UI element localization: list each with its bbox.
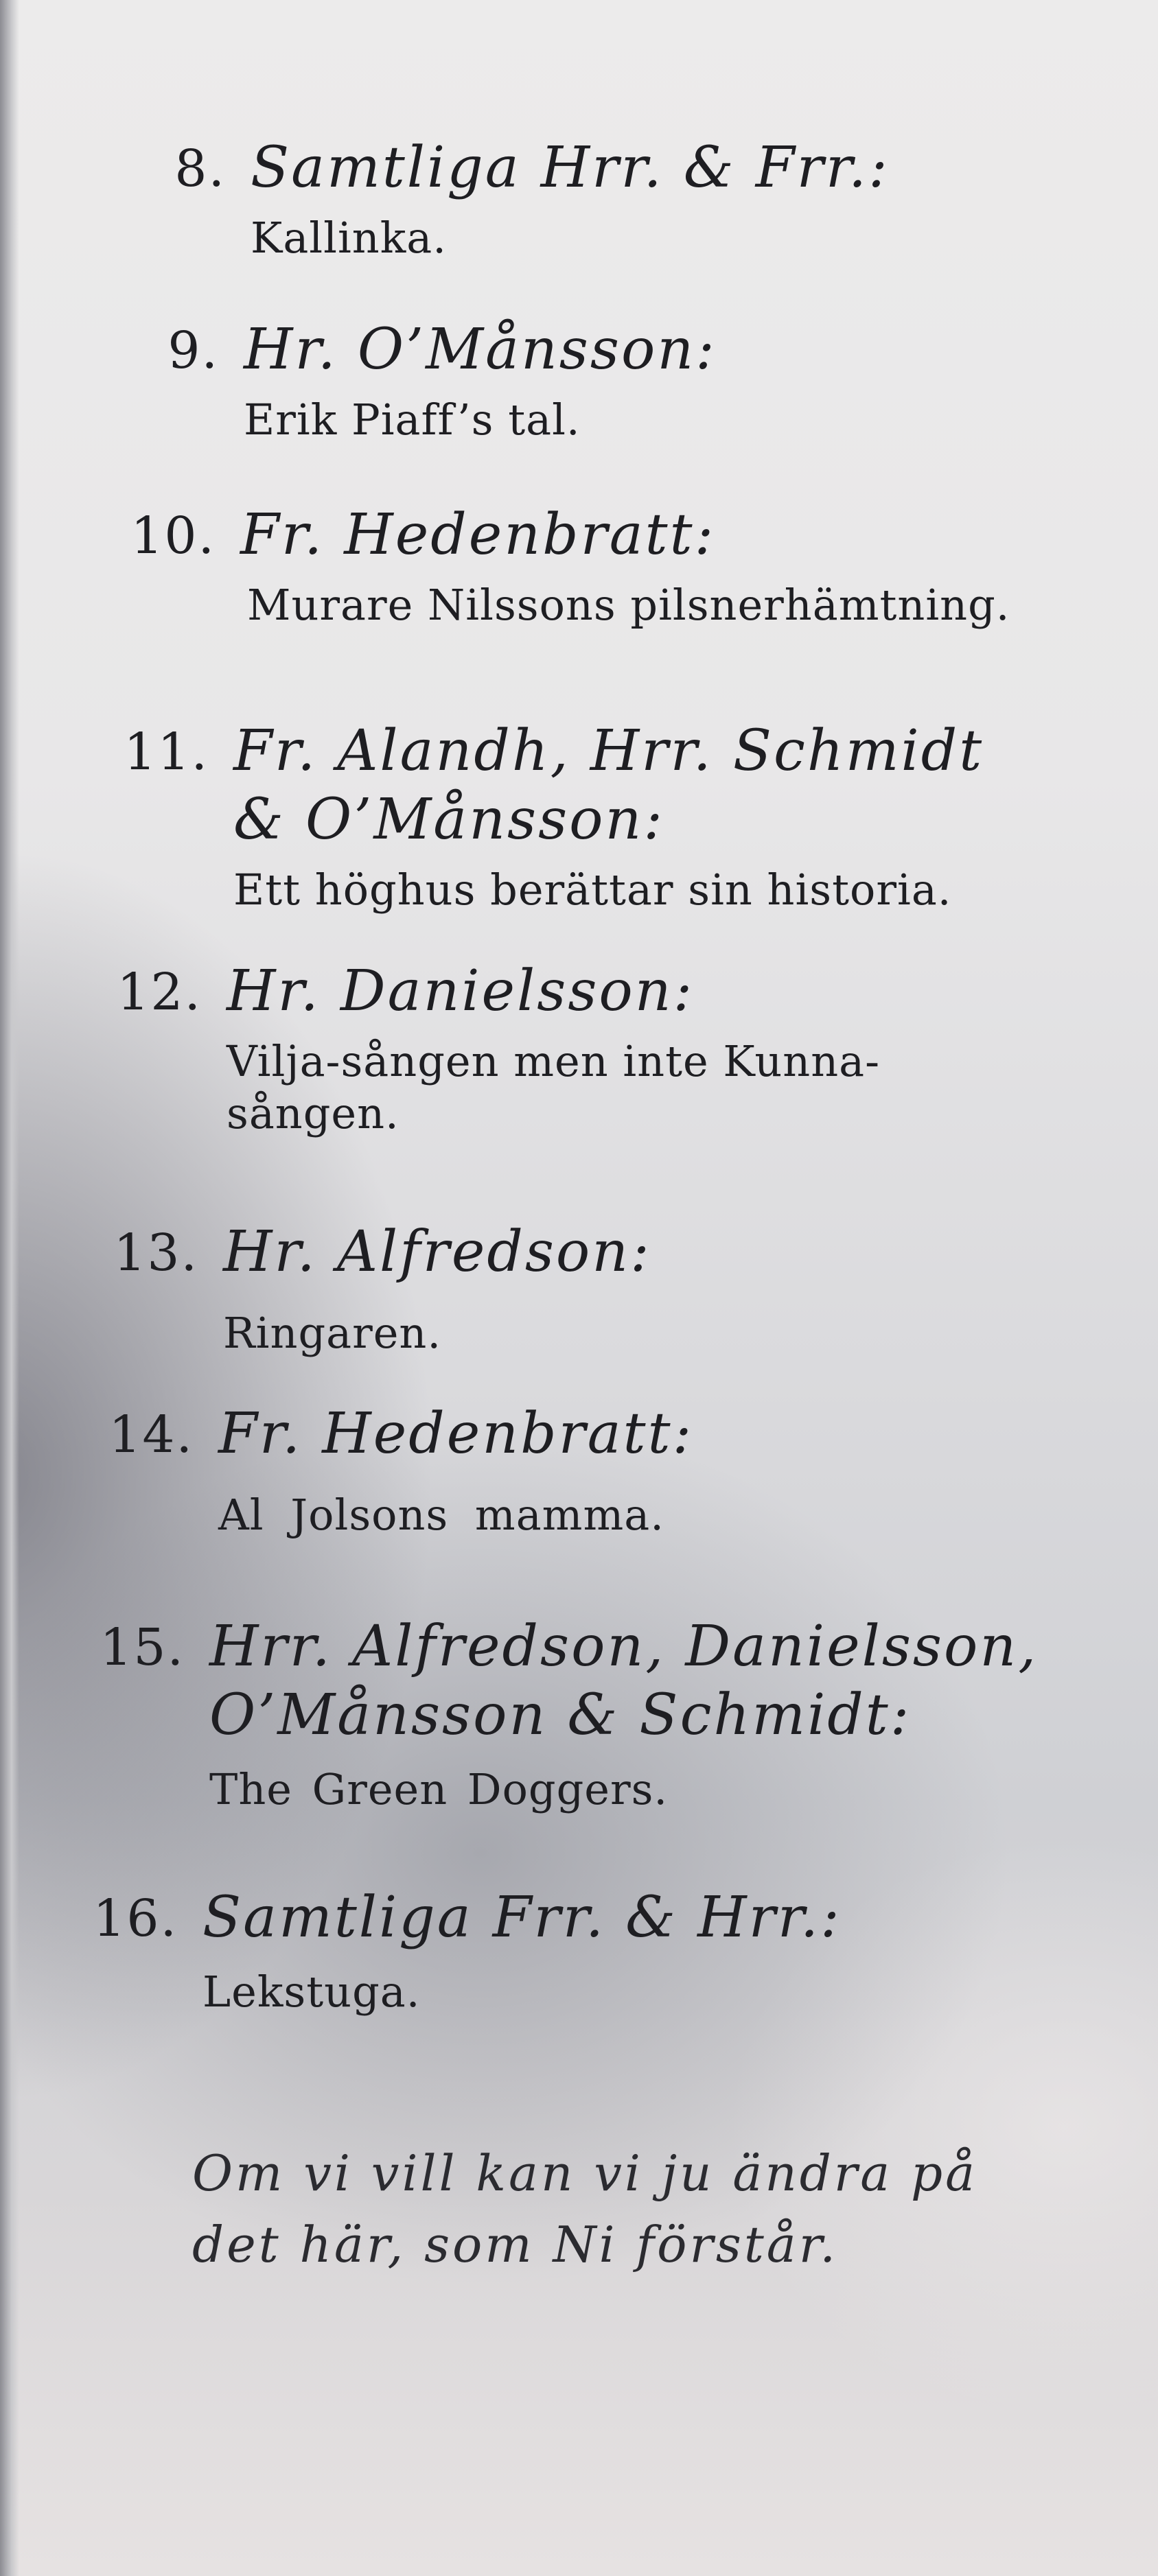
item-performer: Hrr. Alfredson, Danielsson, O’Månsson & Schmidt: [209,1614,1039,1748]
programme-item-13 [113,1218,1158,1359]
programme-item-10 [130,501,1158,631]
item-number: 12. [117,963,202,1022]
item-performer: Samtliga Hrr. & Frr.: [251,135,890,200]
item-performer: Samtliga Frr. & Hrr.: [202,1885,842,1950]
item-title: Vilja-sången men inte Kunna- sången. [227,1036,881,1138]
item-title: The Green Doggers. [209,1764,669,1814]
programme-item-15 [100,1613,1158,1816]
item-number: 10. [130,506,216,565]
item-title: Erik Piaff’s tal. [244,395,581,445]
item-title: Ringaren. [223,1308,442,1358]
item-number: 14. [108,1405,194,1464]
item-number: 11. [124,723,209,782]
programme-item-8 [174,134,1158,264]
item-number: 8. [174,139,226,198]
item-title: Lekstuga. [202,1967,421,2017]
programme-item-14 [108,1400,1158,1541]
programme-item-16 [93,1884,1158,2018]
item-performer: Hr. Alfredson: [223,1219,651,1285]
item-title: Al Jolsons mamma. [218,1490,664,1540]
item-performer: Hr. O’Månsson: [244,317,717,382]
item-title: Kallinka. [251,213,447,263]
item-performer: Fr. Alandh, Hrr. Schmidt & O’Månsson: [233,718,984,852]
item-number: 13. [113,1223,198,1283]
item-performer: Fr. Hedenbratt: [218,1401,694,1466]
programme-item-9 [167,316,1158,446]
closing-note: Om vi vill kan vi ju ändra på det här, som Ni förstår. [192,2144,978,2273]
programme-item-12 [117,957,1158,1140]
item-title: Murare Nilssons pilsnerhämtning. [247,580,1010,630]
item-title: Ett höghus berättar sin historia. [233,865,952,915]
page-fold-shadow [0,0,19,2576]
item-performer: Hr. Danielsson: [227,959,695,1024]
item-number: 15. [100,1618,185,1677]
item-number: 16. [93,1889,178,1948]
item-number: 9. [167,321,219,380]
programme-item-11 [124,717,1158,916]
item-performer: Fr. Hedenbratt: [240,502,716,567]
